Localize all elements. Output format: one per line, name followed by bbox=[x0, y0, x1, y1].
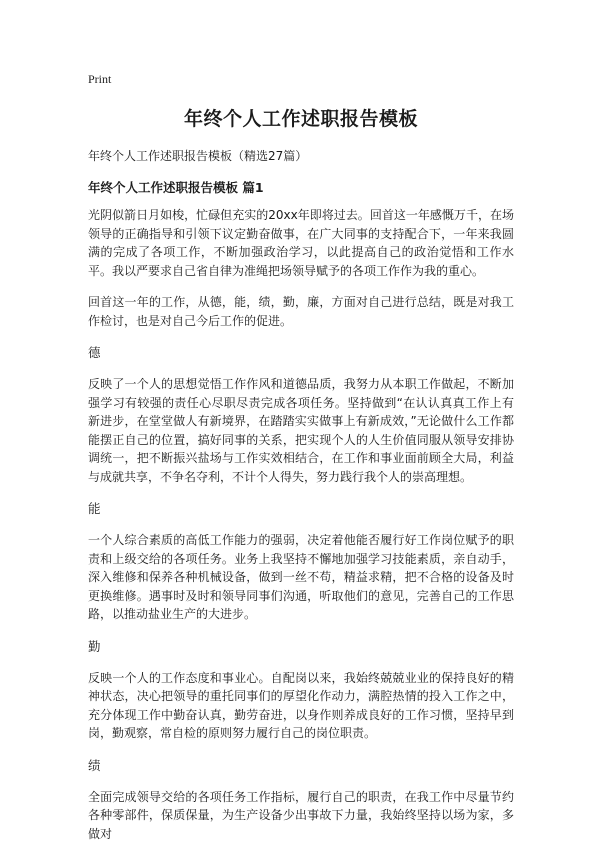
document-title: 年终个人工作述职报告模板 bbox=[183, 108, 418, 130]
section-paragraph-ji: 全面完成领导交给的各项任务工作指标，履行自己的职责，在我工作中尽量节约各种零部件，保质保量，为生产设备少出事故下力量，我始终坚持以场为家，多做对 bbox=[88, 789, 514, 841]
section-heading: 年终个人工作述职报告模板 篇1 bbox=[88, 180, 264, 195]
print-link[interactable]: Print bbox=[88, 72, 112, 86]
document-subtitle: 年终个人工作述职报告模板（精选27篇） bbox=[88, 149, 308, 163]
section-paragraph-qin: 反映一个人的工作态度和事业心。自配岗以来，我始终兢兢业业的保持良好的精神状态，决心把领导的重托同事们的厚望化作动力，满腔热情的投入工作之中，充分体现工作中勤奋认真，勤劳奋进，以身作则养成良好的工作习惯，坚持早到岗，勤观察，常自检的原则努力履行自己的岗位职责。 bbox=[88, 670, 514, 740]
section-paragraph-de: 反映了一个人的思想觉悟工作作风和道德品质，我努力从本职工作做起，不断加强学习有较强的责任心尽职尽责完成各项任务。坚持做到“在认认真真工作上有新进步，在堂堂做人有新境界，在踏踏实实做事上有新成效，”无论做什么工作都能摆正自己的位置，搞好同事的关系，把实现个人的人生价值同服从领导安排协调统一，把不断振兴盐场与工作实效相结合，在工作和事业面前顾全大局，利益与成就共享，不争名夺利，不计个人得失，努力践行我个人的崇高理想。 bbox=[88, 377, 514, 484]
section-label-neng: 能 bbox=[88, 501, 101, 516]
section-label-qin: 勤 bbox=[88, 638, 101, 654]
intro-paragraph-2: 回首这一年的工作，从德，能，绩，勤，廉，方面对自己进行总结，既是对我工作检讨，也是对自己今后工作的促进。 bbox=[88, 295, 514, 328]
document-page bbox=[88, 68, 514, 856]
section-label-de: 德 bbox=[88, 345, 101, 360]
section-label-ji: 绩 bbox=[88, 757, 101, 773]
intro-paragraph-1: 光阴似箭日月如梭，忙碌但充实的20xx年即将过去。回首这一年感慨万千，在场领导的正确指导和引领下议定勤奋做事，在广大同事的支持配合下，一年来我圆满的完成了各项工作，不断加强政治学习，以此提高自己的政治觉悟和工作水平。我以严要求自己省自律为准绳把场领导赋予的各项工作作为我的重心。 bbox=[88, 208, 514, 278]
section-paragraph-neng: 一个人综合素质的高低工作能力的强弱，决定着他能否履行好工作岗位赋予的职责和上级交给的各项任务。业务上我坚持不懈地加强学习技能素质，亲自动手，深入维修和保养各种机械设备，做到一丝不苟，精益求精，把不合格的设备及时更换维修。遇事时及时和领导同事们沟通，听取他们的意见，完善自己的工作思路，以推动盐业生产的大进步。 bbox=[88, 533, 514, 621]
